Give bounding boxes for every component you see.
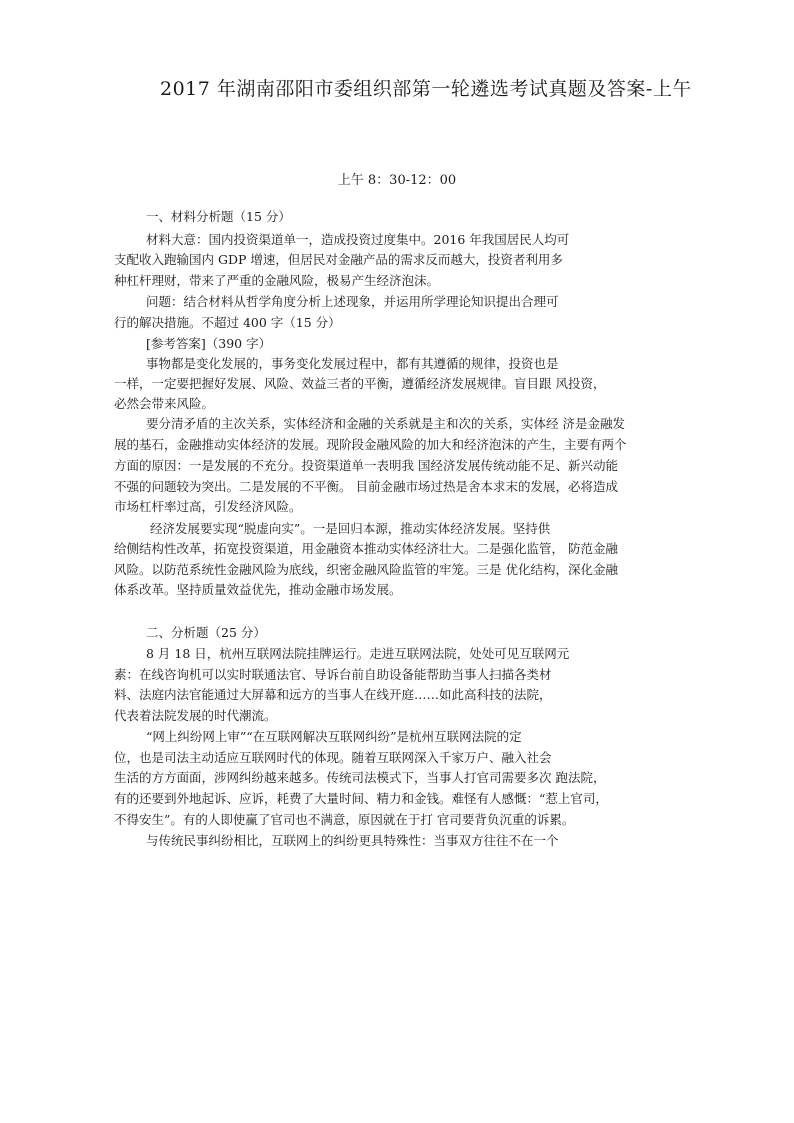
paragraph-line: 不强的问题较为突出。二是发展的不平衡。 目前金融市场过热是舍本求末的发展，必将造成 bbox=[114, 479, 618, 494]
paragraph-line: 要分清矛盾的主次关系，实体经济和金融的关系就是主和次的关系，实体经 济是金融发 bbox=[146, 416, 625, 431]
exam-time: 上午 8：30-12：00 bbox=[337, 173, 457, 188]
paragraph-line: 支配收入跑输国内 GDP 增速，但居民对金融产品的需求反而越大，投资者利用多 bbox=[114, 252, 563, 267]
paragraph-line: “网上纠纷网上审”“在互联网解决互联网纠纷”是杭州互联网法院的定 bbox=[146, 729, 522, 744]
paragraph-line: 8 月 18 日，杭州互联网法院挂牌运行。走进互联网法院，处处可见互联网元 bbox=[146, 646, 570, 661]
paragraph-line: 问题：结合材料从哲学角度分析上述现象，并运用所学理论知识提出合理可 bbox=[146, 294, 559, 309]
paragraph-line: 体系改革。坚持质量效益优先，推动金融市场发展。 bbox=[114, 582, 402, 597]
paragraph-line: 素：在线咨询机可以实时联通法官、导诉台前自助设备能帮助当事人扫描各类材 bbox=[114, 667, 552, 682]
paragraph-line: 一样，一定要把握好发展、风险、效益三者的平衡，遵循经济发展规律。盲目跟 风投资， bbox=[114, 376, 606, 391]
paragraph-line: 经济发展要实现“脱虚向实”。一是回归本源，推动实体经济发展。坚持供 bbox=[150, 521, 551, 536]
paragraph-line: 生活的方方面面，涉网纠纷越来越多。传统司法模式下，当事人打官司需要多次 跑法院， bbox=[114, 770, 606, 785]
paragraph-line: 事物都是变化发展的，事务变化发展过程中，都有其遵循的规律，投资也是 bbox=[146, 356, 559, 371]
paragraph-line: 位，也是司法主动适应互联网时代的体现。随着互联网深入千家万户、融入社会 bbox=[114, 750, 552, 765]
paragraph-line: 必然会带来风险。 bbox=[114, 396, 215, 411]
answer-heading: [参考答案]（390 字） bbox=[146, 336, 272, 351]
paragraph-line: 有的还要到外地起诉、应诉，耗费了大量时间、精力和金钱。难怪有人感慨：“惹上官司， bbox=[114, 791, 608, 806]
paragraph-line: 市场杠杆率过高，引发经济风险。 bbox=[114, 499, 302, 514]
section-heading: 一、材料分析题（15 分） bbox=[146, 209, 291, 224]
paragraph-line: 种杠杆理财，带来了严重的金融风险，极易产生经济泡沫。 bbox=[114, 273, 440, 288]
paragraph-line: 代表着法院发展的时代潮流。 bbox=[114, 708, 277, 723]
paragraph-line: 行的解决措施。不超过 400 字（15 分） bbox=[114, 315, 341, 330]
paragraph-line: 风险。以防范系统性金融风险为底线，织密金融风险监管的牢笼。三是 优化结构，深化金融 bbox=[114, 562, 618, 577]
paragraph-line: 方面的原因：一是发展的不充分。投资渠道单一表明我 国经济发展传统动能不足、新兴动能 bbox=[114, 458, 618, 473]
paragraph-line: 不得安生”。有的人即使赢了官司也不满意，原因就在于打 官司要背负沉重的诉累。 bbox=[114, 812, 575, 827]
document-title: 2017 年湖南邵阳市委组织部第一轮遴选考试真题及答案-上午 bbox=[160, 78, 692, 100]
paragraph-line: 展的基石，金融推动实体经济的发展。现阶段金融风险的加大和经济泡沫的产生，主要有两个 bbox=[114, 437, 627, 452]
paragraph-line: 给侧结构性改革，拓宽投资渠道，用金融资本推动实体经济壮大。二是强化监管， 防范金融 bbox=[114, 541, 618, 556]
section-heading: 二、分析题（25 分） bbox=[146, 625, 266, 640]
paragraph-line: 与传统民事纠纷相比，互联网上的纠纷更具特殊性：当事双方往往不在一个 bbox=[146, 833, 559, 848]
paragraph-line: 材料大意：国内投资渠道单一，造成投资过度集中。2016 年我国居民人均可 bbox=[146, 232, 570, 247]
paragraph-line: 料、法庭内法官能通过大屏幕和远方的当事人在线开庭……如此高科技的法院， bbox=[114, 687, 552, 702]
